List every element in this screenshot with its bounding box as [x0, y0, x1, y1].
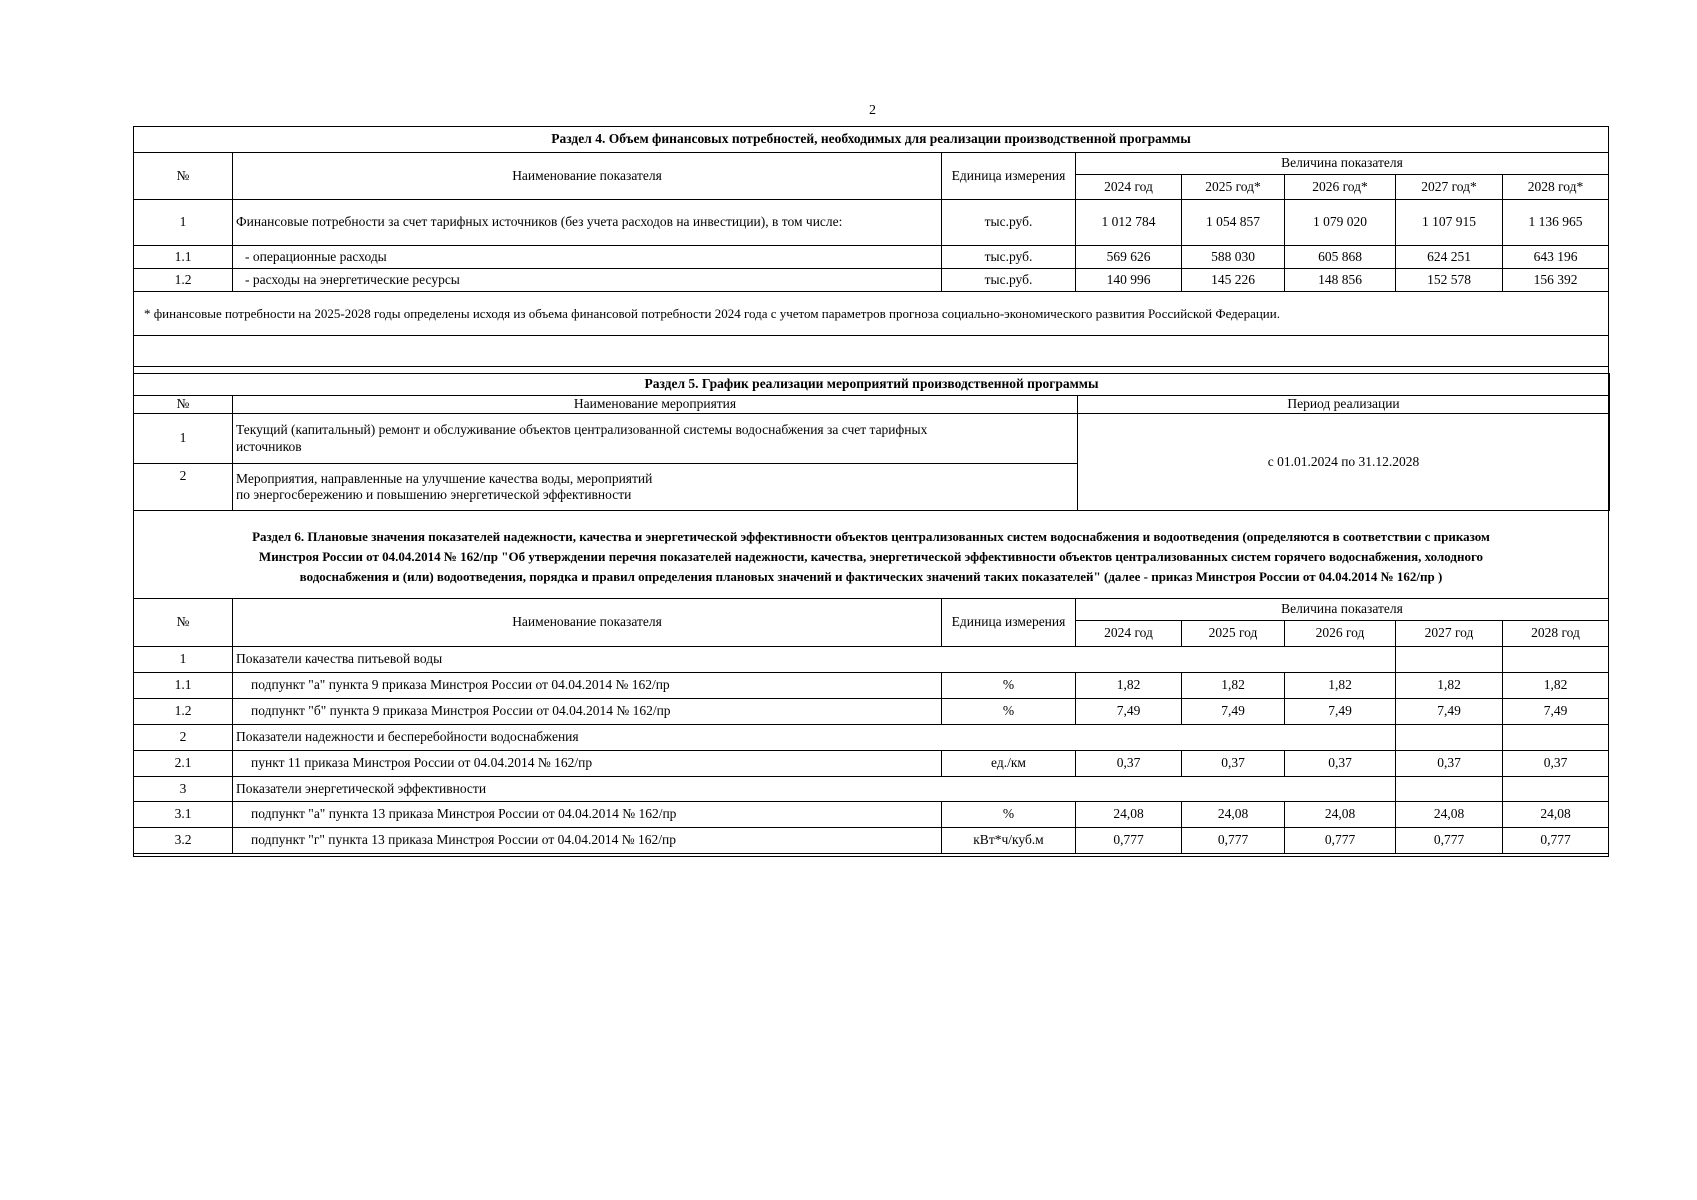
row-name: пункт 11 приказа Минстроя России от 04.04.2014 № 162/пр	[233, 751, 942, 777]
row-num: 1.1	[134, 246, 233, 269]
row-value: 588 030	[1182, 246, 1285, 269]
row-name: подпункт "г" пункта 13 приказа Минстроя России от 04.04.2014 № 162/пр	[233, 828, 942, 854]
table-row	[134, 269, 1609, 292]
section4-footnote: * финансовые потребности на 2025-2028 годы определены исходя из объема финансовой потребности 2024 года с учетом параметров прогноза социально-экономического развития Российской Федерации.	[134, 292, 1609, 336]
table-row	[134, 802, 1609, 828]
row-name: подпункт "а" пункта 13 приказа Минстроя России от 04.04.2014 № 162/пр	[233, 802, 942, 828]
header-unit: Единица измерения	[942, 599, 1076, 647]
row-name: Финансовые потребности за счет тарифных источников (без учета расходов на инвестиции), в том числе:	[233, 200, 942, 246]
row-name: подпункт "б" пункта 9 приказа Минстроя России от 04.04.2014 № 162/пр	[233, 699, 942, 725]
row-value: 7,49	[1503, 699, 1609, 725]
row-num: 1.2	[134, 699, 233, 725]
row-num: 1	[134, 647, 233, 673]
row-value: 1,82	[1503, 673, 1609, 699]
row-num: 2	[134, 464, 233, 511]
section4-table	[133, 126, 1609, 367]
row-value: 148 856	[1285, 269, 1396, 292]
row-value: 156 392	[1503, 269, 1609, 292]
header-name: Наименование показателя	[233, 153, 942, 200]
group-row	[134, 647, 1609, 673]
row-value: 24,08	[1503, 802, 1609, 828]
row-value: 624 251	[1396, 246, 1503, 269]
row-value: 140 996	[1076, 269, 1182, 292]
row-value: 1,82	[1182, 673, 1285, 699]
group-row	[134, 777, 1609, 802]
row-name-line: Мероприятия, направленные на улучшение качества воды, мероприятий	[236, 470, 653, 486]
row-value: 24,08	[1396, 802, 1503, 828]
row-name: Показатели качества питьевой воды	[233, 647, 1396, 673]
row-unit: %	[942, 699, 1076, 725]
row-value: 24,08	[1285, 802, 1396, 828]
row-num: 3.1	[134, 802, 233, 828]
period-cell: с 01.01.2024 по 31.12.2028	[1078, 414, 1610, 511]
row-value: 1 079 020	[1285, 200, 1396, 246]
row-value: 1,82	[1285, 673, 1396, 699]
row-value: 152 578	[1396, 269, 1503, 292]
section6-title-line: Раздел 6. Плановые значения показателей надежности, качества и энергетической эффективности объектов централизованных систем водоснабжения и водоотведения (определяются в соответствии с приказом	[252, 529, 1490, 544]
table-row	[134, 699, 1609, 725]
row-value: 24,08	[1076, 802, 1182, 828]
table-row	[134, 673, 1609, 699]
header-year: 2028 год	[1503, 621, 1609, 647]
header-unit: Единица измерения	[942, 153, 1076, 200]
row-name	[233, 464, 1078, 511]
row-unit: тыс.руб.	[942, 269, 1076, 292]
row-name: подпункт "а" пункта 9 приказа Минстроя России от 04.04.2014 № 162/пр	[233, 673, 942, 699]
empty-row	[134, 336, 1609, 367]
row-name: - расходы на энергетические ресурсы	[233, 269, 942, 292]
table-row	[134, 828, 1609, 854]
header-num: №	[134, 396, 233, 414]
row-name: - операционные расходы	[233, 246, 942, 269]
section6-title-line: водоснабжения и (или) водоотведения, порядка и правил определения плановых значений и фактических значений таких показателей" (далее - приказ Минстроя России от 04.04.2014 № 162/пр )	[299, 569, 1443, 584]
row-value: 7,49	[1396, 699, 1503, 725]
header-year: 2024 год	[1076, 175, 1182, 200]
header-num: №	[134, 599, 233, 647]
row-value: 0,777	[1285, 828, 1396, 854]
row-value: 0,777	[1182, 828, 1285, 854]
section6-table	[133, 598, 1609, 854]
row-value: 0,37	[1182, 751, 1285, 777]
header-year: 2026 год	[1285, 621, 1396, 647]
row-value: 1 107 915	[1396, 200, 1503, 246]
page-number: 2	[869, 103, 876, 118]
row-value: 24,08	[1182, 802, 1285, 828]
row-unit: тыс.руб.	[942, 200, 1076, 246]
row-num: 3	[134, 777, 233, 802]
row-value: 0,777	[1503, 828, 1609, 854]
header-name: Наименование показателя	[233, 599, 942, 647]
section5-table	[133, 373, 1610, 511]
row-value: 0,777	[1396, 828, 1503, 854]
row-unit: %	[942, 673, 1076, 699]
row-value: 7,49	[1182, 699, 1285, 725]
section6-title-line: Минстроя России от 04.04.2014 № 162/пр "Об утверждении перечня показателей надежности, качества, энергетической эффективности объектов централизованных систем горячего водоснабжения, холодного	[258, 549, 1484, 564]
header-year: 2024 год	[1076, 621, 1182, 647]
row-value: 0,37	[1396, 751, 1503, 777]
row-unit: тыс.руб.	[942, 246, 1076, 269]
empty-cell	[1396, 725, 1503, 751]
row-value: 7,49	[1285, 699, 1396, 725]
table-row	[134, 246, 1609, 269]
row-value: 569 626	[1076, 246, 1182, 269]
row-value: 1 054 857	[1182, 200, 1285, 246]
row-name-line: по энергосбережению и повышению энергетической эффективности	[236, 487, 632, 502]
row-name-line: Текущий (капитальный) ремонт и обслуживание объектов централизованной системы водоснабжения за счет тарифных	[236, 422, 928, 438]
row-value: 605 868	[1285, 246, 1396, 269]
row-unit: кВт*ч/куб.м	[942, 828, 1076, 854]
empty-cell	[1396, 777, 1503, 802]
row-value: 0,37	[1285, 751, 1396, 777]
row-num: 2	[134, 725, 233, 751]
header-year: 2028 год*	[1503, 175, 1609, 200]
row-unit: ед./км	[942, 751, 1076, 777]
header-year: 2026 год*	[1285, 175, 1396, 200]
row-value: 0,37	[1503, 751, 1609, 777]
row-value: 0,777	[1076, 828, 1182, 854]
row-value: 7,49	[1076, 699, 1182, 725]
row-num: 1	[134, 200, 233, 246]
header-name: Наименование мероприятия	[233, 396, 1078, 414]
header-year: 2027 год	[1396, 621, 1503, 647]
row-num: 1.1	[134, 673, 233, 699]
row-value: 1,82	[1396, 673, 1503, 699]
row-num: 1	[134, 414, 233, 464]
header-value: Величина показателя	[1076, 153, 1609, 175]
row-num: 1.2	[134, 269, 233, 292]
empty-cell	[1396, 647, 1503, 673]
table-row	[134, 751, 1609, 777]
header-year: 2027 год*	[1396, 175, 1503, 200]
row-value: 0,37	[1076, 751, 1182, 777]
row-unit: %	[942, 802, 1076, 828]
table-row	[134, 200, 1609, 246]
empty-cell	[1503, 777, 1609, 802]
header-year: 2025 год*	[1182, 175, 1285, 200]
row-name: Показатели надежности и бесперебойности водоснабжения	[233, 725, 1396, 751]
row-value: 145 226	[1182, 269, 1285, 292]
table-row	[134, 414, 1610, 464]
empty-cell	[1503, 725, 1609, 751]
row-value: 643 196	[1503, 246, 1609, 269]
header-year: 2025 год	[1182, 621, 1285, 647]
section5-title: Раздел 5. График реализации мероприятий производственной программы	[134, 374, 1610, 396]
row-value: 1 136 965	[1503, 200, 1609, 246]
row-name-line: источников	[236, 438, 302, 454]
section4-title: Раздел 4. Объем финансовых потребностей, необходимых для реализации производственной программы	[134, 127, 1609, 153]
group-row	[134, 725, 1609, 751]
row-value: 1,82	[1076, 673, 1182, 699]
header-num: №	[134, 153, 233, 200]
section6-title	[140, 527, 1602, 587]
row-num: 2.1	[134, 751, 233, 777]
row-num: 3.2	[134, 828, 233, 854]
header-period: Период реализации	[1078, 396, 1610, 414]
empty-cell	[1503, 647, 1609, 673]
header-value: Величина показателя	[1076, 599, 1609, 621]
row-name: Показатели энергетической эффективности	[233, 777, 1396, 802]
row-name	[233, 414, 1078, 464]
row-value: 1 012 784	[1076, 200, 1182, 246]
